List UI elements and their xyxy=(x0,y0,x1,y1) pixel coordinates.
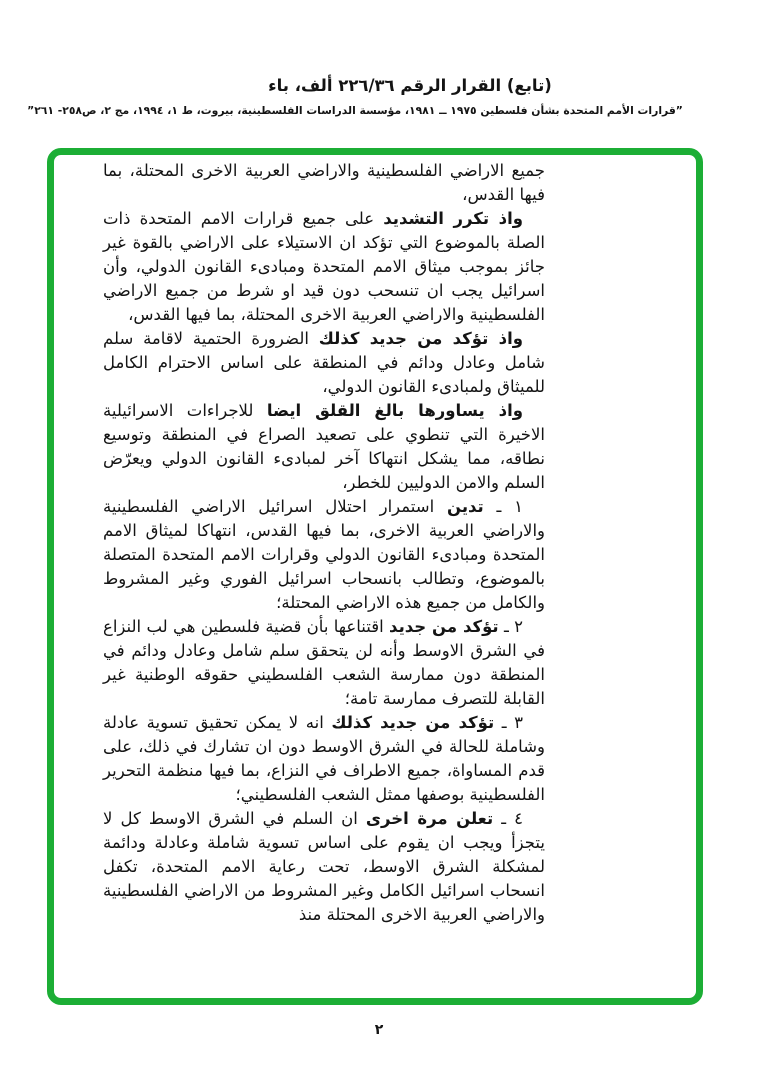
paragraph-text: على جميع قرارات الامم المتحدة ذات الصلة بالموضوع التي تؤكد ان الاستيلاء على الاراضي بالقوة غير جائز بموجب ميثاق الامم المتحدة ومبادىء القانون الدولي، وأن اسرائيل يجب ان تنسحب دون قيد او شرط من جميع الاراضي الفلسطينية والاراضي العربية الاخرى المحتلة، بما فيها القدس، xyxy=(103,209,545,324)
paragraph xyxy=(103,399,545,495)
paragraph xyxy=(103,159,545,207)
paragraph xyxy=(103,615,545,711)
paragraph-text: اقتناعها بأن قضية فلسطين هي لب النزاع في الشرق الاوسط وأنه لن يتحقق سلم شامل وعادل ودائم في المنطقة دون ممارسة الشعب الفلسطيني حقوقه الوطنية غير القابلة للتصرف ممارسة تامة؛ xyxy=(103,617,545,708)
paragraph xyxy=(103,207,545,327)
paragraph-lead: واذ تؤكد من جديد كذلك xyxy=(318,329,523,348)
document-body-text xyxy=(103,159,545,927)
paragraph-lead: تدين xyxy=(446,497,484,516)
paragraph-text: جميع الاراضي الفلسطينية والاراضي العربية الاخرى المحتلة، بما فيها القدس، xyxy=(103,161,545,204)
paragraph-lead: تؤكد من جديد كذلك xyxy=(331,713,495,732)
paragraph-text: ان السلم في الشرق الاوسط كل لا يتجزأ ويجب ان يقوم على اساس تسوية شاملة وعادلة ودائمة لمشكلة الشرق الاوسط، تحت رعاية الامم المتحدة، تكفل انسحاب اسرائيل الكامل وغير المشروط من الاراضي الفلسطينية والاراضي العربية الاخرى المحتلة منذ xyxy=(103,809,545,924)
document-title: (تابع) القرار الرقم ٢٢٦/٣٦ ألف، باء xyxy=(268,76,552,95)
paragraph-lead: تعلن مرة اخرى xyxy=(365,809,494,828)
paragraph-text: للاجراءات الاسرائيلية الاخيرة التي تنطوي على تصعيد الصراع في المنطقة وتوسيع نطاقه، مما يشكل انتهاكا آخر لمبادىء القانون الدولي ويعرّض السلم والامن الدوليين للخطر، xyxy=(103,401,545,492)
paragraph-text: استمرار احتلال اسرائيل الاراضي الفلسطينية والاراضي العربية الاخرى، بما فيها القدس، انتهاكا لميثاق الامم المتحدة ومبادىء القانون الدولي وقرارات الامم المتحدة المتصلة بالموضوع، وتطالب بانسحاب اسرائيل الفوري وغير المشروط والكامل من جميع هذه الاراضي المحتلة؛ xyxy=(103,497,545,612)
paragraph-lead: واذ تكرر التشديد xyxy=(383,209,523,228)
paragraph-lead: واذ يساورها بالغ القلق ايضا xyxy=(266,401,523,420)
paragraph-text: الضرورة الحتمية لاقامة سلم شامل وعادل ودائم في المنطقة على اساس الاحترام الكامل للميثاق ولمبادىء القانون الدولي، xyxy=(103,329,545,396)
paragraph xyxy=(103,711,545,807)
paragraph xyxy=(103,495,545,615)
clause-number: ١ ـ xyxy=(483,497,523,516)
paragraph-lead: تؤكد من جديد xyxy=(389,617,499,636)
document-source-citation: ”قرارات الأمم المتحدة بشأن فلسطين ١٩٧٥ ــ ١٩٨١، مؤسسة الدراسات الفلسطينية، بيروت، ط ١، ١٩٩٤، مج ٢، ص٢٥٨- ٢٦١” xyxy=(27,104,683,117)
clause-number: ٣ ـ xyxy=(494,713,523,732)
paragraph-text: انه لا يمكن تحقيق تسوية عادلة وشاملة للحالة في الشرق الاوسط دون ان تشارك في ذلك، على قدم المساواة، جميع الاطراف في النزاع، بما فيها منظمة التحرير الفلسطينية بوصفها ممثل الشعب الفلسطيني؛ xyxy=(103,713,545,804)
paragraph xyxy=(103,807,545,927)
paragraph xyxy=(103,327,545,399)
clause-number: ٢ ـ xyxy=(498,617,524,636)
page-number: ٢ xyxy=(374,1022,384,1038)
clause-number: ٤ ـ xyxy=(493,809,523,828)
